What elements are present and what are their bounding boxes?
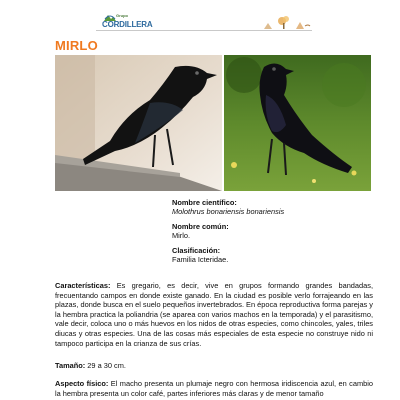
size-text: 29 a 30 cm. [85, 361, 126, 370]
page-title: MIRLO [55, 38, 98, 53]
classification-value: Familia Icteridae. [172, 255, 229, 264]
header-divider [96, 30, 312, 31]
scientific-name-label: Nombre científico: [172, 198, 237, 207]
bird-photo-grass [224, 55, 371, 191]
logo-wordmark: CORDILLERA [102, 20, 153, 29]
characteristics-text: Es gregario, es decir, vive en grupos formando grandes bandadas, frecuentando campos en donde existe ganado. En la ciudad es posible verlo forrajeando en las plazas, donde busca en el suelo pequeños invertebrados. En época reproductiva forma parejas y la hembra practica la poliandria (se aparea con varios machos en la temporada) y el parasitismo, vale decir, coloca uno o más huevos en los nidos de otras especies, como chincoles, yales, triles diucas y otras especies. Una de las cosas más especiales de esta especie no construye nido ni tampoco participa en la crianza de sus crías. [55, 281, 373, 348]
appearance-paragraph [55, 379, 373, 398]
size-paragraph [55, 361, 373, 371]
appearance-label: Aspecto físico: [55, 379, 109, 388]
appearance-text: El macho presenta un plumaje negro con hermosa iridiscencia azul, en cambio la hembra presenta un color café, partes inferiores más claras y de menor tamaño [55, 379, 373, 398]
logo-subtitle: Grupo [116, 13, 128, 18]
common-name-label: Nombre común: [172, 222, 229, 231]
bird-photo-perched [55, 55, 222, 191]
scientific-name-value: Molothrus bonariensis bonariensis [172, 207, 285, 216]
characteristics-label: Características: [55, 281, 111, 290]
tree-decoration-icon [262, 14, 312, 30]
size-label: Tamaño: [55, 361, 86, 370]
species-info [172, 198, 372, 264]
page-header [0, 0, 400, 40]
characteristics-paragraph [55, 281, 373, 348]
common-name-value: Mirlo. [172, 231, 191, 240]
classification-label: Clasificación: [172, 246, 221, 255]
